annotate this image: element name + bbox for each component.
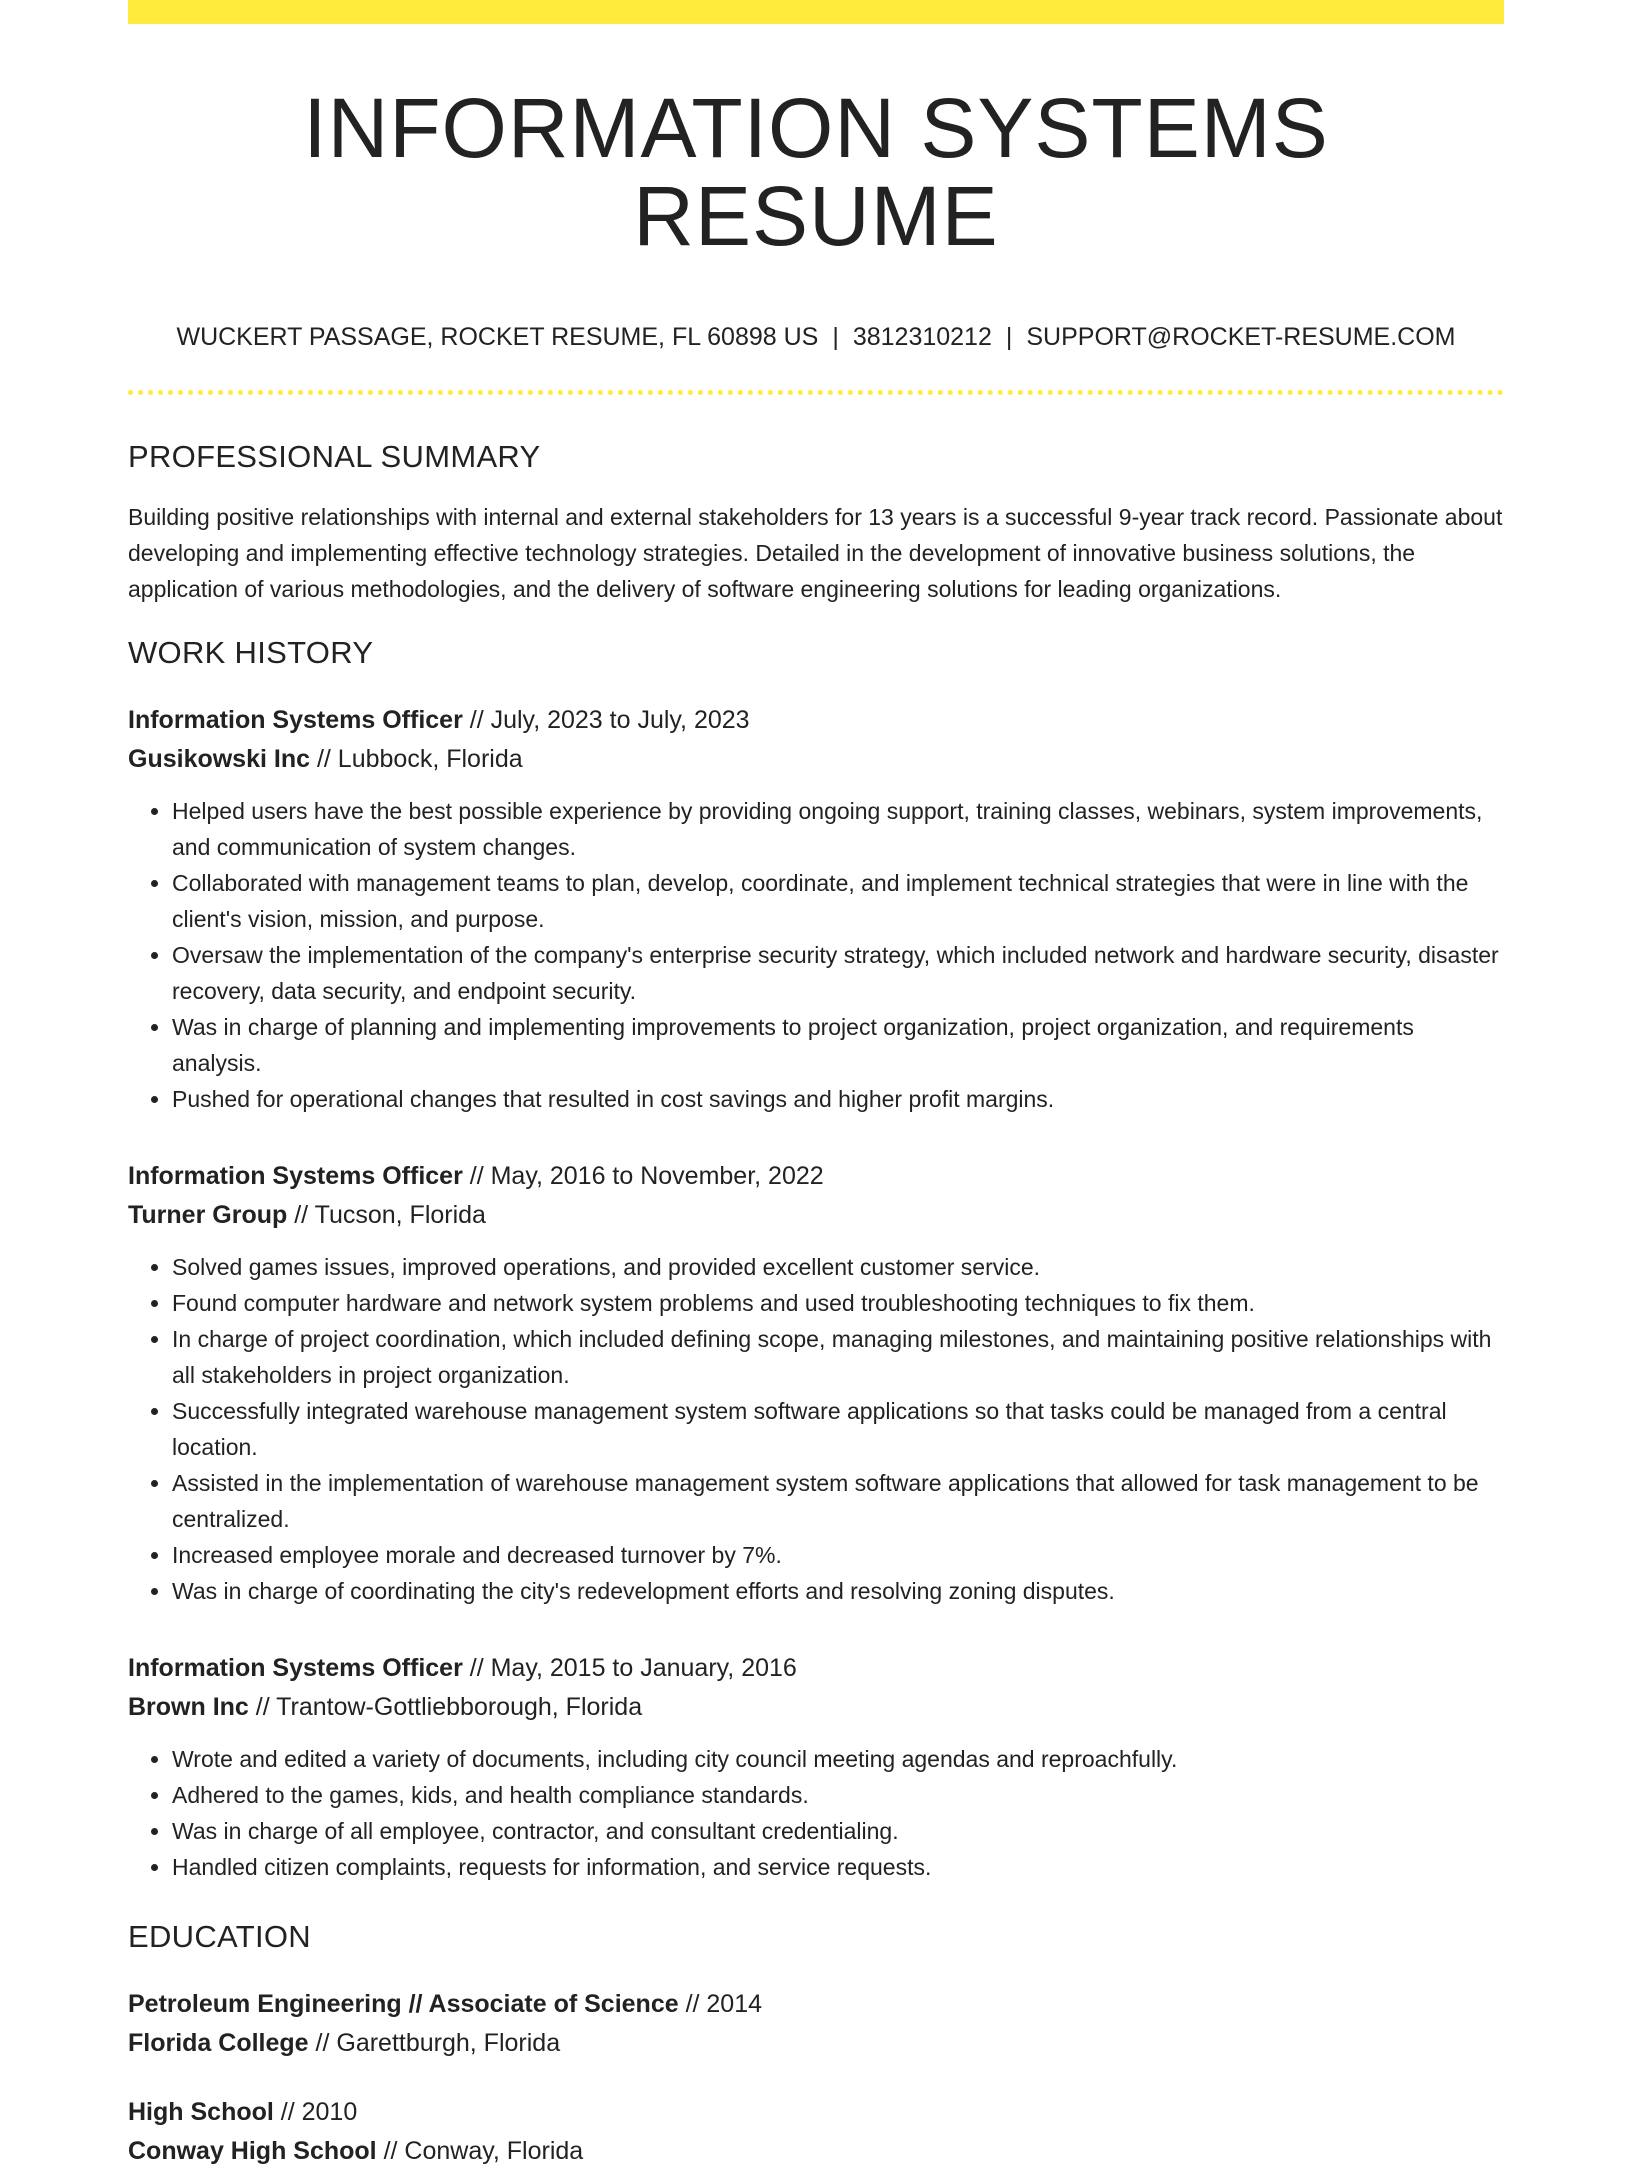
job-bullet: • Found computer hardware and network system problems and used troubleshooting techniques to fix them. — [172, 1285, 1504, 1321]
contact-address: WUCKERT PASSAGE, ROCKET RESUME, FL 60898 US — [176, 323, 819, 352]
job-bullet: • Wrote and edited a variety of documents, including city council meeting agendas and reproachfully. — [172, 1741, 1504, 1777]
education-heading: EDUCATION — [128, 1919, 311, 1955]
job-location: // Lubbock, Florida — [310, 745, 523, 774]
job-title: Information Systems Officer — [128, 1654, 463, 1683]
contact-separator: | — [832, 323, 839, 352]
job-location: // Tucson, Florida — [287, 1201, 486, 1230]
education-entry — [128, 2093, 1504, 2171]
work-history-list — [128, 701, 1504, 1885]
job-bullet: • Was in charge of coordinating the city's redevelopment efforts and resolving zoning disputes. — [172, 1573, 1504, 1609]
job-company: Turner Group — [128, 1201, 288, 1230]
job-bullet: • In charge of project coordination, which included defining scope, managing milestones, and maintaining positive relationships with all stakeholders in project organization. — [172, 1321, 1504, 1393]
accent-top-bar — [128, 0, 1504, 24]
summary-heading: PROFESSIONAL SUMMARY — [128, 439, 541, 475]
contact-phone: 3812310212 — [852, 323, 992, 352]
job-bullet: • Assisted in the implementation of warehouse management system software applications that allowed for task management to be centralized. — [172, 1465, 1504, 1537]
education-location: // Garettburgh, Florida — [308, 2029, 561, 2058]
job-bullet-list — [128, 793, 1504, 1117]
job-title: Information Systems Officer — [128, 706, 463, 735]
job-bullet: • Handled citizen complaints, requests for information, and service requests. — [172, 1849, 1504, 1885]
job-bullet: • Was in charge of all employee, contractor, and consultant credentialing. — [172, 1813, 1504, 1849]
job-title: Information Systems Officer — [128, 1162, 463, 1191]
job-title-line — [128, 1649, 1504, 1688]
job-bullet: • Adhered to the games, kids, and health compliance standards. — [172, 1777, 1504, 1813]
work-history-heading: WORK HISTORY — [128, 635, 374, 671]
education-location: // Conway, Florida — [376, 2137, 584, 2166]
education-entry — [128, 1985, 1504, 2063]
job-company: Brown Inc — [128, 1693, 249, 1722]
job-bullet: • Collaborated with management teams to plan, develop, coordinate, and implement technical strategies that were in line with the client's vision, mission, and purpose. — [172, 865, 1504, 937]
resume-title: INFORMATION SYSTEMS RESUME — [303, 81, 1329, 264]
job-location: // Trantow-Gottliebborough, Florida — [248, 1693, 643, 1722]
resume-page — [128, 0, 1504, 2171]
job-bullet: • Helped users have the best possible experience by providing ongoing support, training classes, webinars, system improvements, and communication of system changes. — [172, 793, 1504, 865]
job-entry — [128, 1649, 1504, 1885]
contact-email: SUPPORT@ROCKET-RESUME.COM — [1026, 323, 1456, 352]
education-year: // 2014 — [678, 1990, 763, 2019]
job-bullet: • Was in charge of planning and implementing improvements to project organization, project organization, and requirements analysis. — [172, 1009, 1504, 1081]
education-degree-line — [128, 2093, 1504, 2132]
job-entry — [128, 701, 1504, 1117]
job-company: Gusikowski Inc — [128, 745, 311, 774]
job-bullet: • Solved games issues, improved operations, and provided excellent customer service. — [172, 1249, 1504, 1285]
education-degree-line — [128, 1985, 1504, 2024]
job-entry — [128, 1157, 1504, 1609]
job-dates: // May, 2016 to November, 2022 — [462, 1162, 824, 1191]
job-bullet: • Successfully integrated warehouse management system software applications so that tasks could be managed from a central location. — [172, 1393, 1504, 1465]
dotted-divider — [128, 390, 1504, 395]
education-school-line — [128, 2024, 1504, 2063]
job-bullet: • Oversaw the implementation of the company's enterprise security strategy, which included network and hardware security, disaster recovery, data security, and endpoint security. — [172, 937, 1504, 1009]
job-title-line — [128, 1157, 1504, 1196]
summary-text: Building positive relationships with internal and external stakeholders for 13 years is a successful 9-year track record. Passionate about developing and implementing effective technology strategies. Detailed in the development of innovative business solutions, the application of various methodologies, and the delivery of software engineering solutions for leading organizations. — [128, 504, 1503, 603]
education-degree: Petroleum Engineering // Associate of Science — [128, 1990, 679, 2019]
education-year: // 2010 — [273, 2098, 358, 2127]
education-list — [128, 1985, 1504, 2171]
job-dates: // July, 2023 to July, 2023 — [462, 706, 750, 735]
education-degree: High School — [128, 2098, 274, 2127]
education-school-line — [128, 2132, 1504, 2171]
job-bullet-list — [128, 1741, 1504, 1885]
contact-line — [128, 322, 1504, 352]
job-title-line — [128, 701, 1504, 740]
job-company-line — [128, 1196, 1504, 1235]
contact-separator: | — [1005, 323, 1013, 352]
education-school: Florida College — [128, 2029, 309, 2058]
education-school: Conway High School — [128, 2137, 377, 2166]
job-bullet-list — [128, 1249, 1504, 1609]
job-company-line — [128, 740, 1504, 779]
job-dates: // May, 2015 to January, 2016 — [462, 1654, 797, 1683]
job-bullet: • Pushed for operational changes that resulted in cost savings and higher profit margins. — [172, 1081, 1504, 1117]
job-bullet: • Increased employee morale and decreased turnover by 7%. — [172, 1537, 1504, 1573]
job-company-line — [128, 1688, 1504, 1727]
